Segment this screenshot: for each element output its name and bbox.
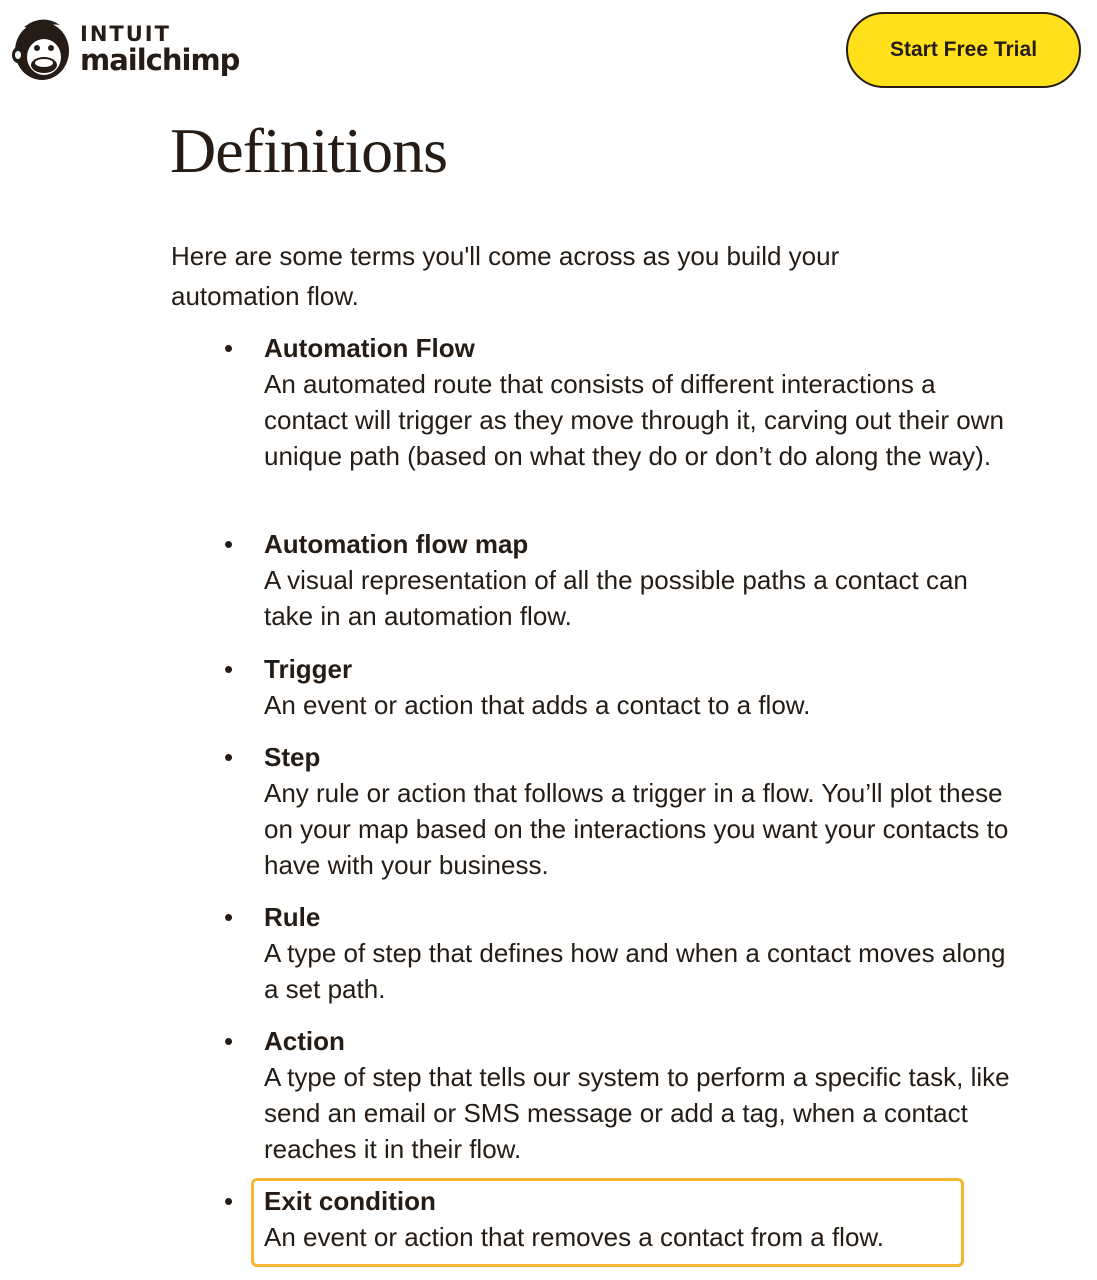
logo-wordmark — [80, 21, 240, 77]
bullet-dot: • — [224, 742, 234, 772]
definition-description: An event or action that adds a contact to a flow. — [264, 690, 811, 720]
intro-paragraph: Here are some terms you'll come across as you build your automation flow. — [171, 241, 840, 311]
definition-term: Automation flow map — [264, 529, 529, 559]
definition-term: Automation Flow — [264, 333, 475, 363]
bullet-dot: • — [224, 1186, 234, 1216]
definition-term: Step — [264, 742, 321, 772]
definition-item — [224, 899, 1024, 1007]
definition-item — [224, 651, 1024, 723]
logo-intuit-text: INTUIT — [80, 21, 171, 46]
definition-description: A type of step that tells our system to perform a specific task, like send an email or SMS message or add a tag, when a contact reaches it in their flow. — [264, 1062, 1010, 1164]
mailchimp-logo[interactable] — [10, 15, 239, 83]
definition-description: Any rule or action that follows a trigger in a flow. You’ll plot these on your map based on the interactions you want your contacts to have with your business. — [264, 778, 1009, 880]
definition-description: An automated route that consists of different interactions a contact will trigger as they move through it, carving out their own unique path (based on what they do or don’t do along the way). — [264, 369, 1004, 471]
bullet-dot: • — [224, 333, 234, 363]
definition-description: A type of step that defines how and when a contact moves along a set path. — [264, 938, 1006, 1004]
page-title: Definitions — [170, 115, 447, 186]
freddie-chimp-icon — [10, 15, 74, 83]
definition-item — [224, 1023, 1024, 1167]
definition-description: A visual representation of all the possible paths a contact can take in an automation flow. — [264, 565, 968, 631]
bullet-dot: • — [224, 654, 234, 684]
definition-item — [224, 330, 1024, 474]
definition-term: Action — [264, 1026, 345, 1056]
bullet-dot: • — [224, 902, 234, 932]
definition-term: Trigger — [264, 654, 353, 684]
definition-description: An event or action that removes a contact from a flow. — [264, 1222, 884, 1252]
definition-item — [224, 739, 1024, 883]
definition-item — [224, 526, 1024, 634]
definition-term: Rule — [264, 902, 321, 932]
start-free-trial-button[interactable]: Start Free Trial — [846, 12, 1081, 88]
definition-item — [224, 1183, 1024, 1255]
bullet-dot: • — [224, 1026, 234, 1056]
logo-mailchimp-text: mailchimp — [80, 42, 240, 77]
definition-term: Exit condition — [264, 1186, 436, 1216]
bullet-dot: • — [224, 529, 234, 559]
